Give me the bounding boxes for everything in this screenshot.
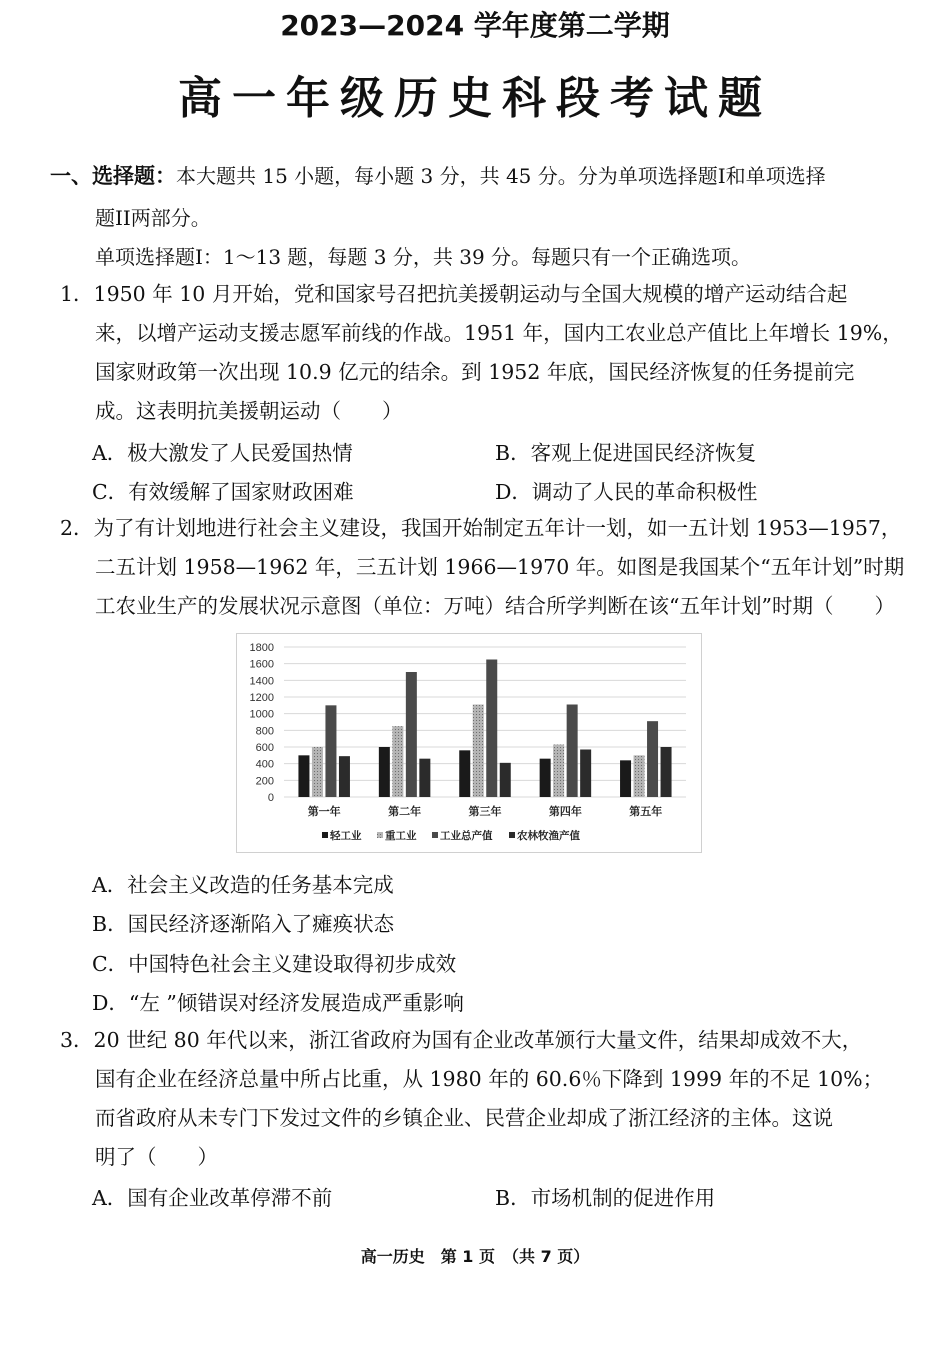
- legend-label: 轻工业: [330, 830, 362, 842]
- y-tick-label: 1600: [249, 658, 274, 671]
- term-heading: 2023—2024 学年度第二学期: [280, 9, 670, 42]
- legend-label: 工业总产值: [440, 830, 493, 842]
- production-bar-chart: [236, 633, 702, 853]
- x-tick-label: 第一年: [307, 805, 341, 818]
- q1-line-3: 国家财政第一次出现 10.9 亿元的结余。到 1952 年底，国民经济恢复的任务提前完: [95, 360, 855, 384]
- bar-1: [540, 759, 551, 797]
- section-intro: [50, 160, 826, 190]
- y-tick-label: 800: [255, 725, 274, 738]
- bar-3: [406, 672, 417, 797]
- sub-instruction: 单项选择题Ⅰ：1～13 题，每题 3 分，共 39 分。每题只有一个正确选项。: [95, 245, 752, 269]
- bar-4: [580, 750, 591, 798]
- section-label: 一、选择题：: [50, 164, 176, 188]
- chart-canvas: [236, 633, 702, 853]
- bar-1: [620, 760, 631, 797]
- legend-label: 农林牧渔产值: [517, 830, 580, 842]
- bar-2: [392, 726, 403, 797]
- q2-option-c[interactable]: C．中国特色社会主义建设取得初步成效: [92, 952, 457, 976]
- page-footer: 高一历史 第 1 页 （共 7 页）: [360, 1247, 590, 1266]
- q3-option-a[interactable]: A．国有企业改革停滞不前: [92, 1186, 333, 1210]
- bar-4: [661, 747, 672, 797]
- q3-line-2: 国有企业在经济总量中所占比重，从 1980 年的 60.6％下降到 1999 年的不足 10%；: [95, 1067, 884, 1091]
- y-tick-label: 400: [255, 758, 274, 771]
- q2-option-a[interactable]: A．社会主义改造的任务基本完成: [92, 873, 394, 897]
- bar-3: [486, 660, 497, 798]
- x-tick-label: 第三年: [468, 805, 502, 818]
- section-intro-line1: 本大题共 15 小题，每小题 3 分，共 45 分。分为单项选择题I和单项选择: [176, 164, 826, 188]
- q3-option-b[interactable]: B．市场机制的促进作用: [495, 1186, 716, 1210]
- x-tick-label: 第四年: [548, 805, 582, 818]
- bar-3: [567, 705, 578, 798]
- y-tick-label: 1200: [249, 692, 274, 704]
- bar-2: [312, 747, 323, 797]
- q1-option-a[interactable]: A．极大激发了人民爱国热情: [92, 441, 353, 465]
- bar-2: [553, 745, 564, 798]
- q2-line-1: 2．为了有计划地进行社会主义建设，我国开始制定五年计一划，如一五计划 1953—1957，: [60, 516, 902, 540]
- y-tick-label: 1000: [249, 708, 274, 721]
- q2-line-2: 二五计划 1958—1962 年，三五计划 1966—1970 年。如图是我国某个“五年计划”时期: [95, 555, 905, 579]
- bar-4: [339, 756, 350, 797]
- legend-swatch: [509, 832, 515, 838]
- y-tick-label: 1400: [249, 675, 274, 688]
- y-tick-label: 200: [255, 775, 274, 788]
- bar-1: [459, 750, 470, 797]
- q2-line-3: 工农业生产的发展状况示意图（单位：万吨）结合所学判断在该“五年计划”时期（ ）: [95, 594, 895, 618]
- y-tick-label: 600: [255, 742, 274, 754]
- bar-1: [379, 747, 390, 797]
- bar-2: [634, 755, 645, 797]
- q3-line-3: 而省政府从未专门下发过文件的乡镇企业、民营企业却成了浙江经济的主体。这说: [95, 1106, 833, 1130]
- q3-line-1: 3．20 世纪 80 年代以来，浙江省政府为国有企业改革颁行大量文件，结果却成效不大，: [60, 1028, 863, 1052]
- x-tick-label: 第二年: [388, 805, 422, 818]
- q2-option-b[interactable]: B．国民经济逐渐陷入了瘫痪状态: [92, 912, 395, 936]
- bar-3: [325, 705, 336, 797]
- legend-swatch: [377, 832, 383, 838]
- q3-line-4: 明了（ ）: [95, 1145, 218, 1169]
- legend-label: 重工业: [385, 830, 417, 842]
- q1-option-b[interactable]: B．客观上促进国民经济恢复: [495, 441, 757, 465]
- q1-option-d[interactable]: D．调动了人民的革命积极性: [495, 480, 758, 504]
- bar-3: [647, 721, 658, 797]
- chart-frame: [237, 634, 702, 853]
- exam-title: 高一年级历史科段考试题: [178, 73, 772, 124]
- y-tick-label: 1800: [249, 642, 274, 654]
- q1-line-4: 成。这表明抗美援朝运动（ ）: [95, 399, 403, 423]
- section-intro-line2: 题II两部分。: [95, 206, 211, 230]
- y-tick-label: 0: [267, 792, 274, 804]
- q2-option-d[interactable]: D．“左 ”倾错误对经济发展造成严重影响: [92, 991, 464, 1015]
- q1-line-1: 1．1950 年 10 月开始，党和国家号召把抗美援朝运动与全国大规模的增产运动结合起: [60, 282, 848, 306]
- x-tick-label: 第五年: [629, 805, 663, 818]
- q1-option-c[interactable]: C．有效缓解了国家财政困难: [92, 480, 354, 504]
- bar-4: [419, 759, 430, 797]
- q1-line-2: 来，以增产运动支援志愿军前线的作战。1951 年，国内工农业总产值比上年增长 19%，: [95, 321, 903, 345]
- bar-2: [473, 705, 484, 798]
- legend-swatch: [432, 832, 438, 838]
- legend-swatch: [322, 832, 328, 838]
- bar-4: [500, 763, 511, 797]
- bar-1: [298, 755, 309, 797]
